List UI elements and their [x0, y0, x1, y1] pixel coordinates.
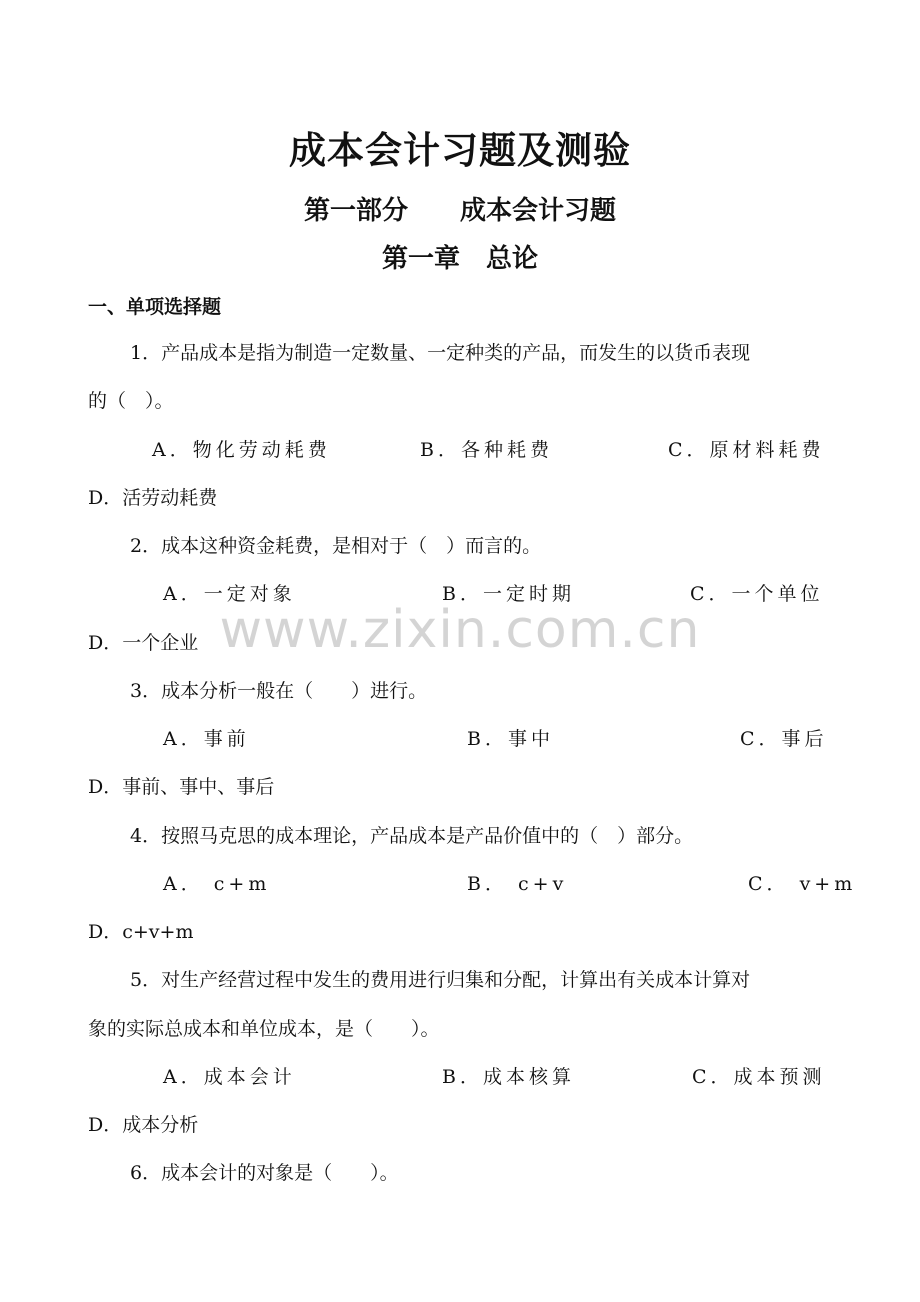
question-1-option-c: C．原材料耗费 [668, 439, 825, 461]
question-4-option-d: D．c+v+m [88, 921, 194, 943]
question-2-option-d: D．一个企业 [88, 632, 199, 654]
question-1-stem-cont: 的（ ）。 [88, 390, 174, 412]
question-3-stem: 3．成本分析一般在（ ）进行。 [130, 680, 428, 702]
question-4-option-a: A． c+m [163, 873, 271, 895]
question-3-option-b: B．事中 [467, 728, 554, 750]
question-1-option-b: B．各种耗费 [420, 439, 553, 461]
question-1-option-d: D．活劳动耗费 [88, 487, 218, 509]
question-2-option-b: B．一定时期 [442, 583, 575, 605]
question-5-option-a: A．成本会计 [163, 1066, 296, 1088]
watermark-text: www.zixin.com.cn [219, 600, 701, 660]
question-1-option-a: A．物化劳动耗费 [152, 439, 331, 461]
question-3-option-c: C．事后 [740, 728, 828, 750]
question-6-stem: 6．成本会计的对象是（ ）。 [130, 1162, 399, 1184]
question-5-option-c: C．成本预测 [692, 1066, 826, 1088]
question-2-option-c: C．一个单位 [690, 583, 824, 605]
section-heading: 一、单项选择题 [88, 296, 222, 318]
question-3-option-a: A．事前 [163, 728, 250, 750]
question-1-stem: 1．产品成本是指为制造一定数量、一定种类的产品，而发生的以货币表现 [130, 342, 751, 364]
question-3-option-d: D．事前、事中、事后 [88, 776, 275, 798]
question-2-option-a: A．一定对象 [163, 583, 296, 605]
part-heading: 第一部分 成本会计习题 [303, 196, 616, 226]
question-4-stem: 4．按照马克思的成本理论，产品成本是产品价值中的（ ）部分。 [130, 825, 694, 847]
question-5-option-d: D．成本分析 [88, 1114, 199, 1136]
document-title: 成本会计习题及测验 [289, 129, 631, 172]
question-5-stem: 5．对生产经营过程中发生的费用进行归集和分配，计算出有关成本计算对 [130, 969, 751, 991]
question-2-stem: 2．成本这种资金耗费，是相对于（ ）而言的。 [130, 535, 542, 557]
question-4-option-c: C． v+m [748, 873, 857, 895]
chapter-heading: 第一章 总论 [381, 244, 538, 274]
question-5-option-b: B．成本核算 [442, 1066, 575, 1088]
question-4-option-b: B． c+v [467, 873, 568, 895]
question-5-stem-cont: 象的实际总成本和单位成本，是（ ）。 [88, 1018, 440, 1040]
